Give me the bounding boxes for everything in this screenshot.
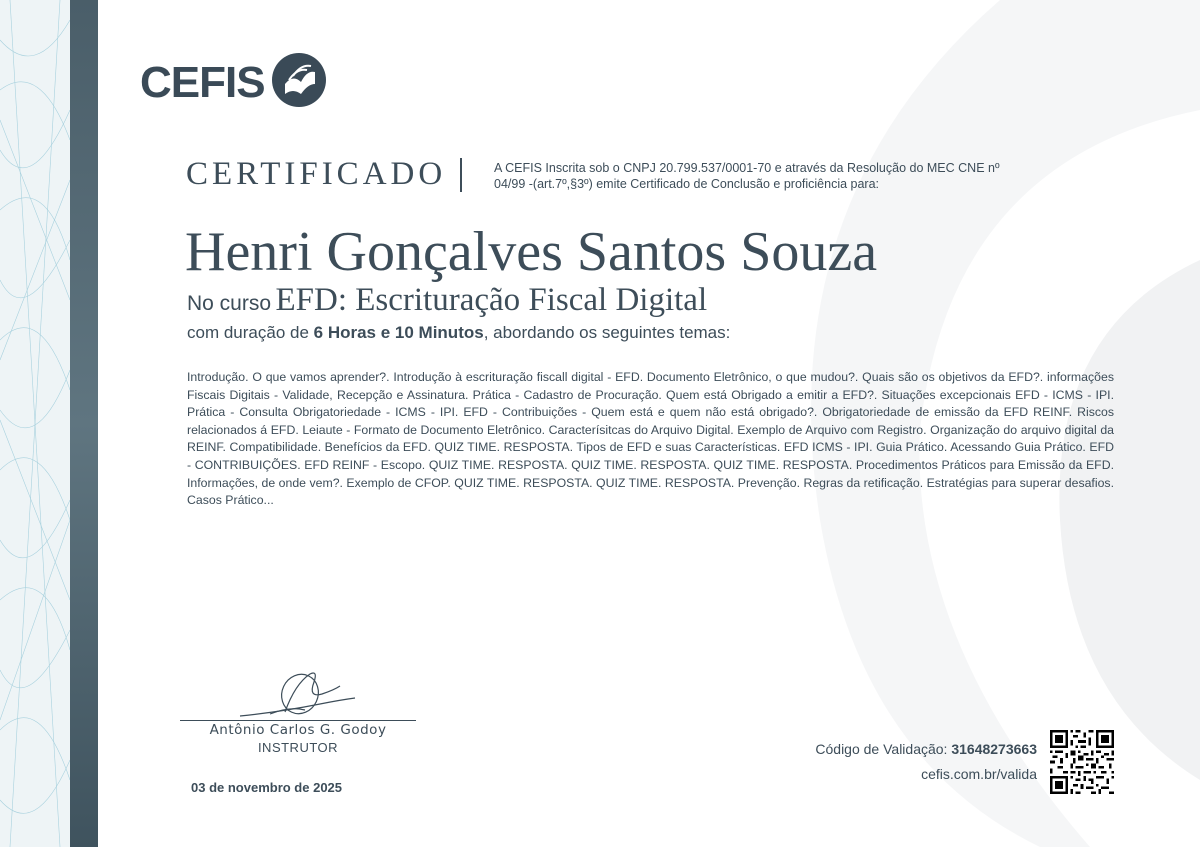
validation-code [815,741,1037,757]
cefis-book-icon [271,52,327,113]
qr-code[interactable] [1050,730,1114,794]
recipient-name: Henri Gonçalves Santos Souza [185,221,878,283]
duration-prefix: com duração de [187,323,309,342]
duration-value: 6 Horas e 10 Minutos [313,323,484,342]
issue-date: 03 de novembro de 2025 [191,780,343,795]
instructor-name: Antônio Carlos G. Godoy [209,722,387,738]
certificate-title: CERTIFICADO [186,156,447,192]
validation-code-value: 31648273663 [951,741,1037,757]
instructor-role: INSTRUTOR [257,740,339,755]
logo-text: CEFIS [140,57,265,107]
duration-suffix: , abordando os seguintes temas: [483,323,731,342]
course-name: EFD: Escrituração Fiscal Digital [275,282,708,318]
course-topics: Introdução. O que vamos aprender?. Introdução à escrituração fiscall digital - EFD. Documento Eletrônico, o que mudou?. Quais são os objetivos da EFD?. informações Fiscais Digitais - Validade, Recepção e Assinatura. Prática - Cadastro de Procuração. Quem está Obrigado a emitir a EFD?. Situações excepcionais EFD - ICMS - IPI. Prática - Consulta Obrigatoriedade - ICMS - IPI. EFD - Contribuições - Quem está e quem não está obrigado?. Obrigatoriedade de emissão da EFD REINF. Riscos relacionados á EFD. Leiaute - Formato de Documento Eletrônico. Caracterísitcas do Arquivo Digital. Exemplo de Arquivo com Registro. Organização do arquivo digital da REINF. Compatibilidade. Benefícios da EFD. QUIZ TIME. RESPOSTA. Tipos de EFD e suas Características. EFD ICMS - IPI. Guia Prático. Acessando Guia Prático. EFD - CONTRIBUIÇÕES. EFD REINF - Escopo. QUIZ TIME. RESPOSTA. QUIZ TIME. RESPOSTA. QUIZ TIME. RESPOSTA. Procedimentos Práticos para Emissão da EFD. Informações, de onde vem?. Exemplo de CFOP. QUIZ TIME. RESPOSTA. QUIZ TIME. RESPOSTA. Prevenção. Regras da retificação. Estratégias para superar desafios. Casos Prático... [187,370,1114,508]
title-divider [460,158,462,192]
course-prefix: No curso [187,292,272,315]
decorative-side-pattern [0,0,70,847]
course-duration [187,323,730,343]
course-line [187,282,707,319]
signature-line [180,720,416,721]
validation-url[interactable]: cefis.com.br/valida [921,766,1037,782]
decorative-side-bar [70,0,98,847]
certificate-intro: A CEFIS Inscrita sob o CNPJ 20.799.537/0001-70 e através da Resolução do MEC CNE nº 04/99 -(art.7º,§3º) emite Certificado de Conclusão e proficiência para: [494,161,1000,191]
validation-label: Código de Validação: [815,741,948,757]
cefis-logo [140,52,327,113]
